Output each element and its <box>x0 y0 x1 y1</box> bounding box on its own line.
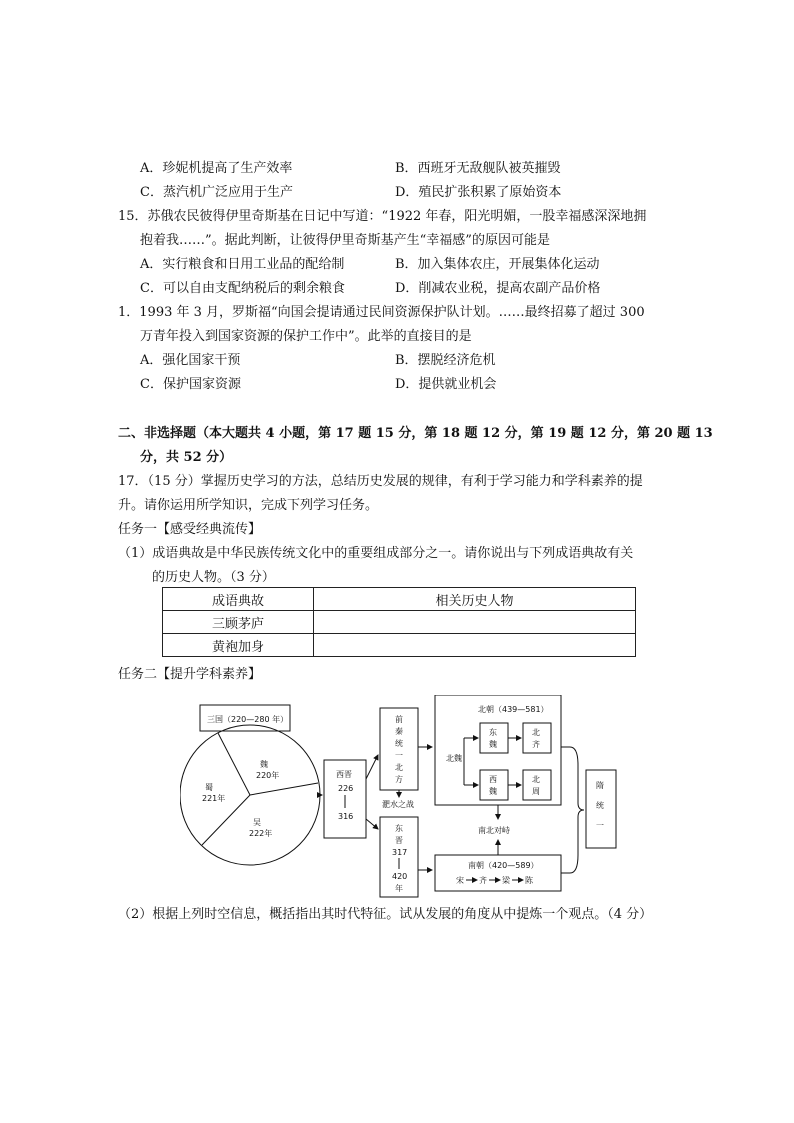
former-qin-char: 秦 <box>395 727 403 736</box>
q17-sub2-question: （2）根据上列时空信息，概括指出其时代特征。试从发展的角度从中提炼一个观点。（4 分） <box>118 907 653 922</box>
table-cell-answer[interactable] <box>314 611 636 634</box>
dongwei-char: 东 <box>489 728 497 737</box>
eastern-jin-char: 年 <box>395 884 403 893</box>
eastern-jin-char: 东 <box>395 824 403 833</box>
southern-dynasties-label: 南朝（420—589） <box>468 861 539 870</box>
section2-heading-line1: 二、非选择题（本大题共 4 小题，第 17 题 15 分，第 18 题 12 分，第 19 题 12 分，第 20 题 13 <box>118 426 713 441</box>
q16-option-b: B．摆脱经济危机 <box>395 353 496 368</box>
q14-option-a: A．珍妮机提高了生产效率 <box>140 161 293 176</box>
q17-sub1-line1: （1）成语典故是中华民族传统文化中的重要组成部分之一。请你说出与下列成语典故有关 <box>118 546 634 561</box>
q16-option-a: A．强化国家干预 <box>140 353 241 368</box>
table-header-figure: 相关历史人物 <box>314 588 636 611</box>
q17-stem-line1: 17．（15 分）掌握历史学习的方法，总结历史发展的规律，有利于学习能力和学科素养的提 <box>118 474 643 489</box>
section2-heading-line2: 分，共 52 分） <box>140 450 233 465</box>
nanbei-duizhi-label: 南北对峙 <box>478 826 510 835</box>
sui-char: 统 <box>596 801 604 810</box>
shu-year: 221年 <box>202 794 226 803</box>
q14-option-d: D．殖民扩张积累了原始资本 <box>395 185 562 200</box>
dongwei-char: 魏 <box>489 740 497 749</box>
three-kingdoms-label: 三国（220—280 年） <box>207 715 289 724</box>
dynasty-timeline-diagram <box>180 695 620 900</box>
beiqi-char: 北 <box>532 728 540 737</box>
western-jin-label: 西晋 <box>336 770 352 779</box>
unification-brace <box>570 747 584 873</box>
beiqi-char: 齐 <box>532 740 540 749</box>
eastern-jin-year: 317 <box>392 848 408 857</box>
q16-stem-line2: 万青年投入到国家资源的保护工作中”。此举的直接目的是 <box>140 329 472 344</box>
southern-dynasty-qi: 齐 <box>479 876 487 885</box>
q16-stem-line1: 1．1993 年 3 月，罗斯福“向国会提请通过民间资源保护队计划。……最终招募了超过 300 <box>118 305 645 320</box>
q14-option-c: C．蒸汽机广泛应用于生产 <box>140 185 293 200</box>
wu-year: 222年 <box>249 829 273 838</box>
western-jin-end: 316 <box>338 812 354 821</box>
former-qin-char: 北 <box>395 763 403 772</box>
table-header-row <box>163 588 636 611</box>
table-cell-answer[interactable] <box>314 634 636 657</box>
q17-sub1-line2: 的历史人物。（3 分） <box>152 570 275 585</box>
beiwei-label: 北魏 <box>446 754 462 763</box>
former-qin-char: 一 <box>395 751 403 760</box>
q15-option-a: A．实行粮食和日用工业品的配给制 <box>140 257 345 272</box>
shu-label: 蜀 <box>205 783 213 792</box>
former-qin-char: 方 <box>395 775 403 784</box>
wei-year: 220年 <box>256 771 280 780</box>
q15-stem-line2: 抱着我……”。据此判断，让彼得伊里奇斯基产生“幸福感”的原因可能是 <box>140 233 550 248</box>
table-row <box>163 611 636 634</box>
table-cell-idiom: 黄袍加身 <box>163 634 314 657</box>
beizhou-char: 北 <box>532 775 540 784</box>
former-qin-char: 前 <box>395 715 403 724</box>
q16-option-d: D．提供就业机会 <box>395 377 497 392</box>
q15-option-b: B．加入集体农庄，开展集体化运动 <box>395 257 600 272</box>
q14-option-b: B．西班牙无敌舰队被英摧毁 <box>395 161 561 176</box>
q16-option-c: C．保护国家资源 <box>140 377 241 392</box>
q17-task2-title: 任务二【提升学科素养】 <box>118 667 262 682</box>
wu-label: 吴 <box>253 818 261 827</box>
q15-stem-line1: 15．苏俄农民彼得伊里奇斯基在日记中写道：“1922 年春，阳光明媚，一股幸福感深深地拥 <box>118 209 647 224</box>
idiom-table <box>162 587 636 657</box>
sui-char: 一 <box>596 821 604 830</box>
table-cell-idiom: 三顾茅庐 <box>163 611 314 634</box>
q15-option-d: D．削减农业税，提高农副产品价格 <box>395 281 601 296</box>
western-jin-start: 226 <box>338 784 354 793</box>
eastern-jin-char: 晋 <box>395 836 403 845</box>
xiwei-char: 西 <box>489 775 497 784</box>
feishui-battle-label: 淝水之战 <box>382 800 414 809</box>
beizhou-char: 周 <box>532 787 540 796</box>
table-header-idiom: 成语典故 <box>163 588 314 611</box>
southern-dynasty-liang: 梁 <box>502 876 510 885</box>
q17-stem-line2: 升。请你运用所学知识，完成下列学习任务。 <box>118 498 379 513</box>
southern-dynasty-chen: 陈 <box>525 876 533 885</box>
q17-task1-title: 任务一【感受经典流传】 <box>118 522 262 537</box>
sui-char: 隋 <box>596 781 604 790</box>
northern-dynasties-label: 北朝（439—581） <box>478 705 549 714</box>
wei-label: 魏 <box>260 760 268 769</box>
q15-option-c: C．可以自由支配纳税后的剩余粮食 <box>140 281 345 296</box>
xiwei-char: 魏 <box>489 787 497 796</box>
southern-dynasty-song: 宋 <box>456 876 464 885</box>
eastern-jin-year: 420 <box>392 872 408 881</box>
former-qin-char: 统 <box>395 739 403 748</box>
table-row <box>163 634 636 657</box>
